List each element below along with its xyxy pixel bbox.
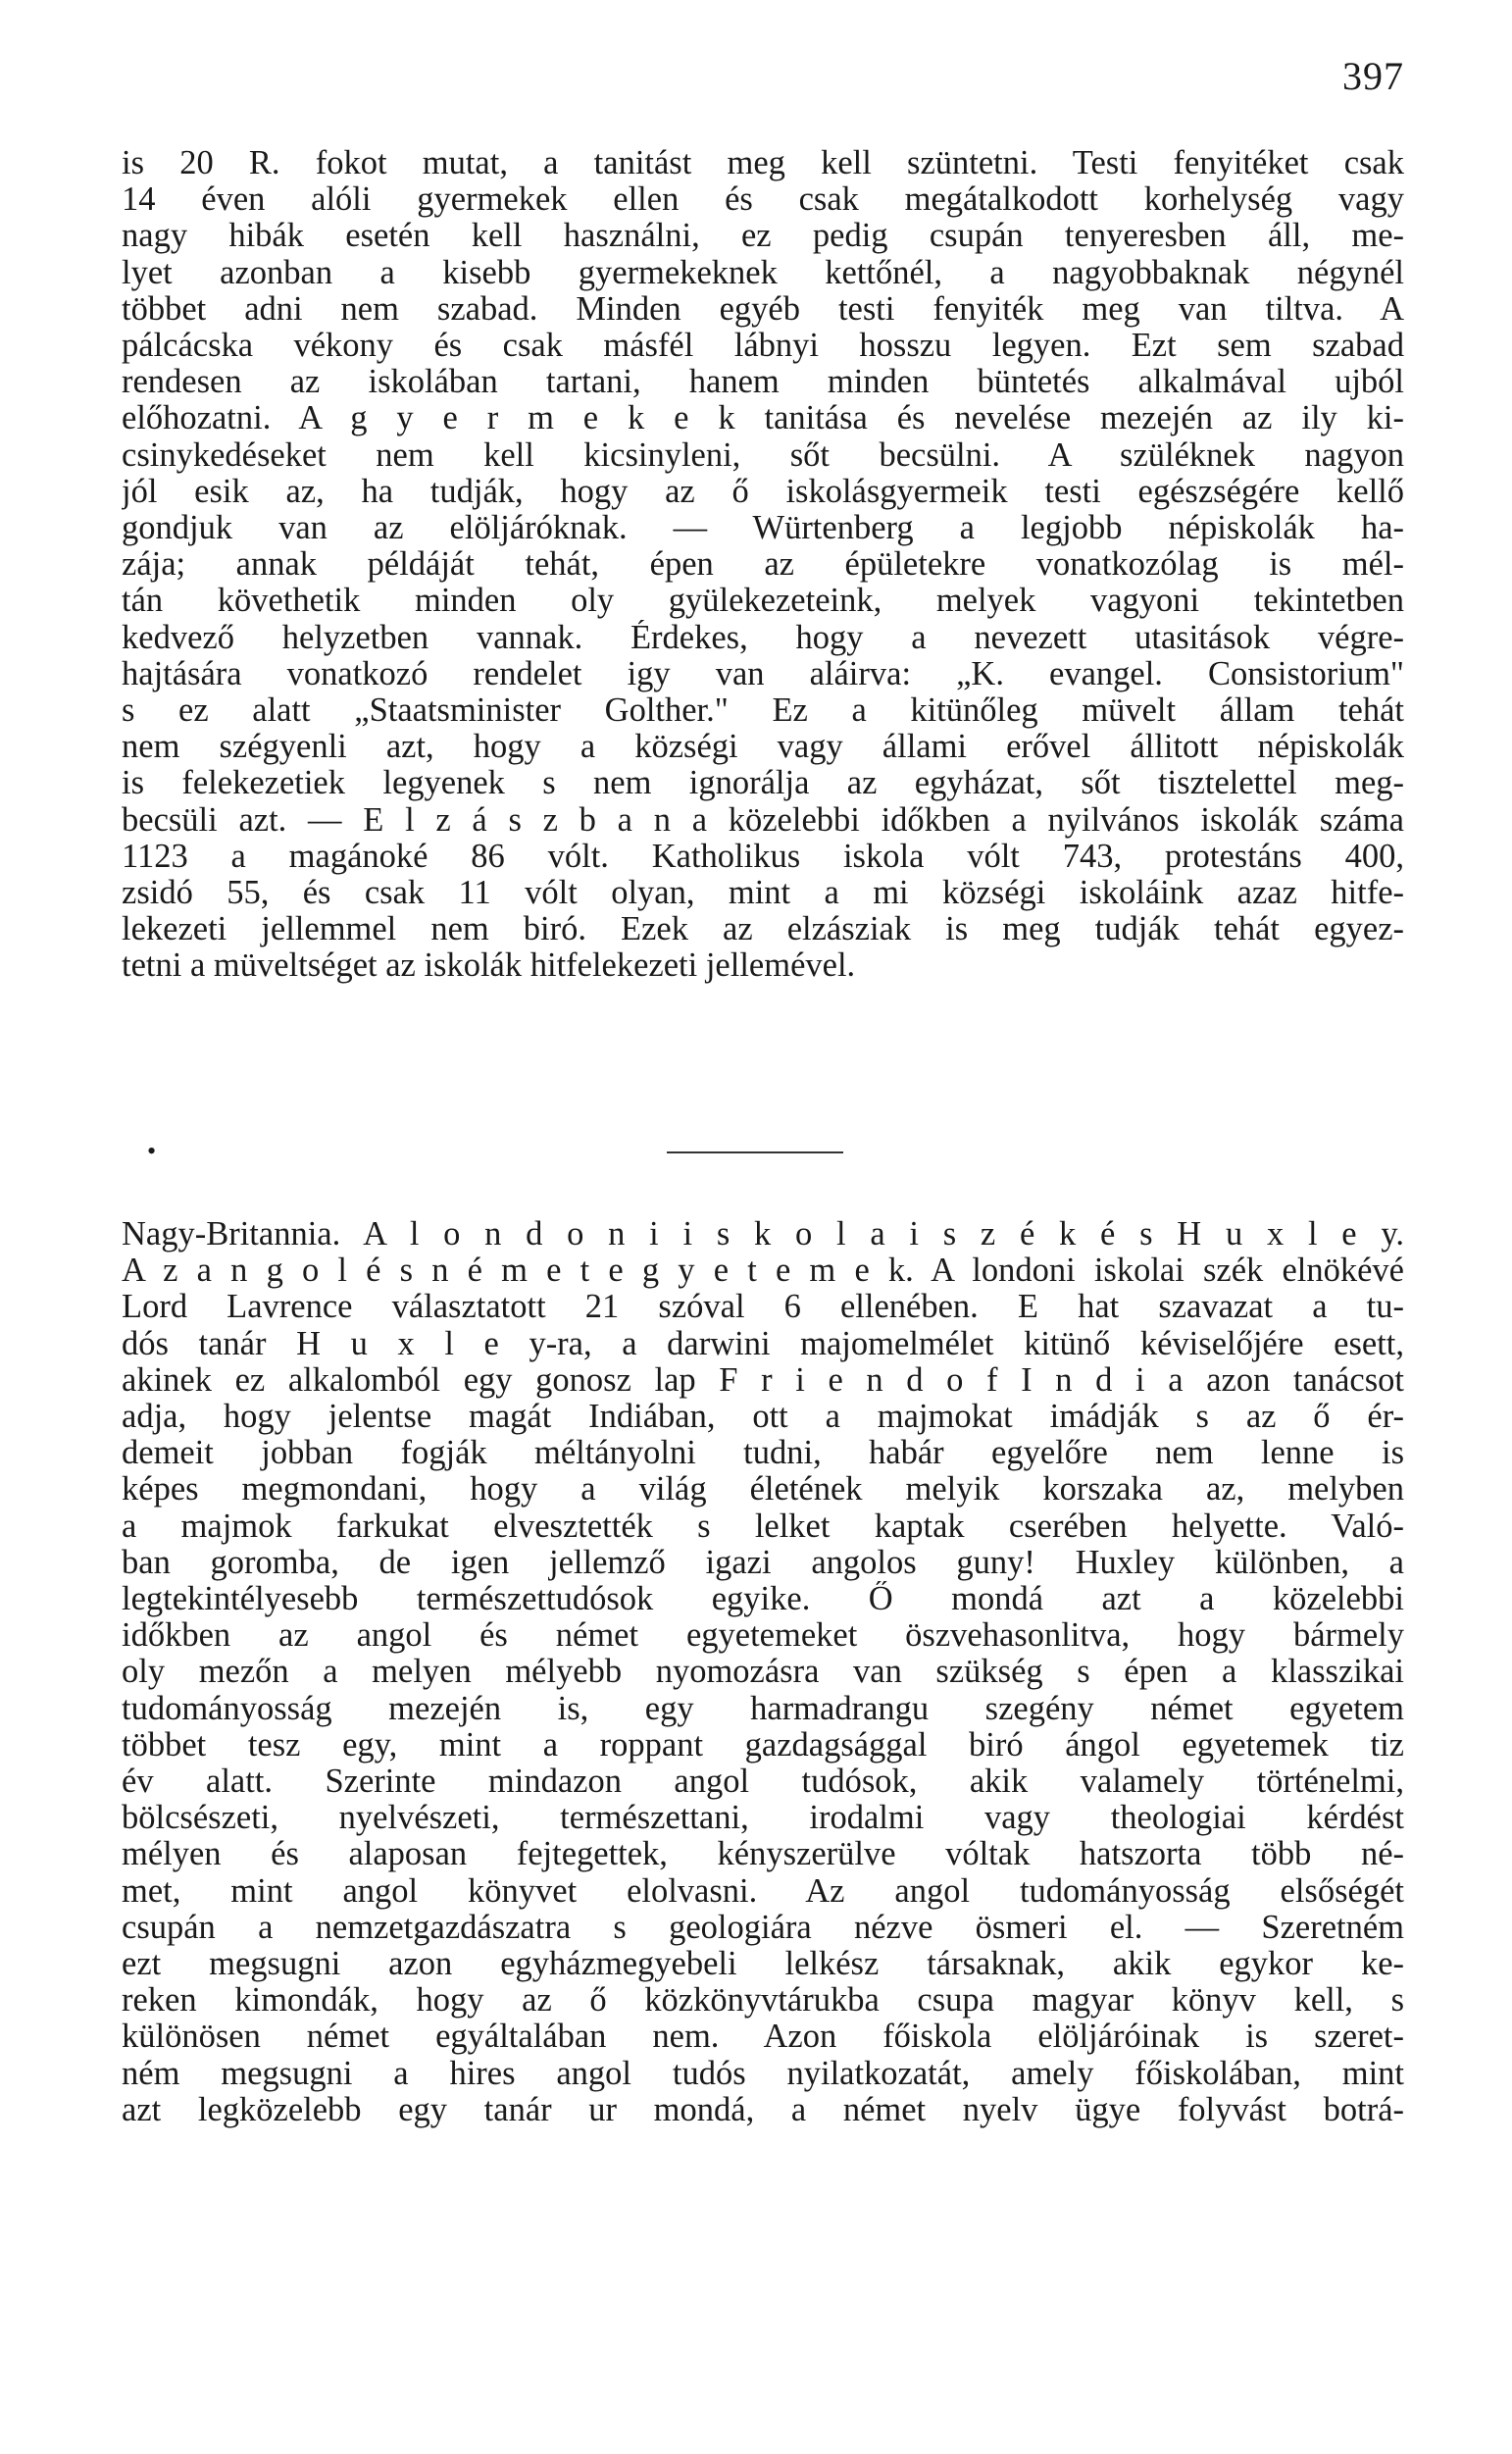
text-line: év alatt. Szerinte mindazon angol tudósok, akik valamely történelmi, bbox=[122, 1764, 1404, 1801]
text-line: csupán a nemzetgazdászatra s geologiára nézve ösmeri el. — Szeretném bbox=[122, 1909, 1404, 1946]
text-line: becsüli azt. — E l z á s z b a n a közelebbi időkben a nyilvános iskolák száma bbox=[122, 801, 1404, 839]
text-line: tudományosság mezején is, egy harmadrangu szegény német egyetem bbox=[122, 1690, 1404, 1727]
text-line: azt legközelebb egy tanár ur mondá, a német nyelv ügye folyvást botrá- bbox=[122, 2091, 1404, 2128]
text-line: előhozatni. A g y e r m e k e k tanitása és nevelése mezején az ily ki- bbox=[122, 400, 1404, 437]
text-line: pálcácska vékony és csak másfél lábnyi hosszu legyen. Ezt sem szabad bbox=[122, 328, 1404, 365]
text-line: lyet azonban a kisebb gyermekeknek kettőnél, a nagyobbaknak négynél bbox=[122, 254, 1404, 291]
section-heading-line: Nagy-Britannia. A l o n d o n i i s k o l a i s z é k é s H u x l e y. bbox=[122, 1216, 1404, 1253]
text-line: tetni a müveltséget az iskolák hitfelekezeti jellemével. bbox=[122, 947, 856, 985]
text-line: gondjuk van az elöljáróknak. — Würtenberg a legjobb népiskolák ha- bbox=[122, 510, 1404, 547]
text-line: a majmok farkukat elvesztették s lelket kaptak cserében helyette. Való- bbox=[122, 1508, 1404, 1545]
text-line: ezt megsugni azon egyházmegyebeli lelkész társaknak, akik egykor ke- bbox=[122, 1946, 1404, 1983]
text-line: met, mint angol könyvet elolvasni. Az angol tudományosság elsőségét bbox=[122, 1872, 1404, 1910]
text-line: zsidó 55, és csak 11 vólt olyan, mint a mi községi iskoláink azaz hitfe- bbox=[122, 875, 1404, 912]
text-line: bölcsészeti, nyelvészeti, természettani, irodalmi vagy theologiai kérdést bbox=[122, 1800, 1404, 1837]
section-separator bbox=[0, 1137, 1512, 1165]
text-line: mélyen és alaposan fejtegettek, kényszerülve vóltak hatszorta több né- bbox=[122, 1836, 1404, 1873]
text-line: 14 éven alóli gyermekek ellen és csak megátalkodott korhelység vagy bbox=[122, 181, 1404, 219]
divider-rule bbox=[667, 1151, 843, 1153]
text-line: demeit jobban fogják méltányolni tudni, habár egyelőre nem lenne is bbox=[122, 1435, 1404, 1472]
text-line: Lord Lavrence választatott 21 szóval 6 ellenében. E hat szavazat a tu- bbox=[122, 1289, 1404, 1326]
text-line: is felekezetiek legyenek s nem ignorálja az egyházat, sőt tisztelettel meg- bbox=[122, 765, 1404, 802]
text-line: többet adni nem szabad. Minden egyéb testi fenyiték meg van tiltva. A bbox=[122, 290, 1404, 328]
text-line: legtekintélyesebb természettudósok egyike. Ő mondá azt a közelebbi bbox=[122, 1581, 1404, 1618]
text-line: hajtására vonatkozó rendelet igy van aláirva: „K. evangel. Consistorium" bbox=[122, 655, 1404, 692]
text-line: akinek ez alkalomból egy gonosz lap F r i e n d o f I n d i a azon tanácsot bbox=[122, 1361, 1404, 1399]
text-line: különösen német egyáltalában nem. Azon főiskola elöljáróinak is szeret- bbox=[122, 2019, 1404, 2056]
text-line: ban goromba, de igen jellemző igazi angolos guny! Huxley különben, a bbox=[122, 1544, 1404, 1581]
page-number: 397 bbox=[1342, 54, 1404, 98]
text-line: s ez alatt „Staatsminister Golther." Ez a kitünőleg müvelt állam tehát bbox=[122, 692, 1404, 730]
text-line: csinykedéseket nem kell kicsinyleni, sőt becsülni. A szüléknek nagyon bbox=[122, 436, 1404, 474]
text-line: időkben az angol és német egyetemeket öszvehasonlitva, hogy bármely bbox=[122, 1617, 1404, 1655]
text-line: zája; annak példáját tehát, épen az épületekre vonatkozólag is mél- bbox=[122, 546, 1404, 584]
text-line: többet tesz egy, mint a roppant gazdagsággal biró ángol egyetemek tiz bbox=[122, 1726, 1404, 1764]
text-line: oly mezőn a melyen mélyebb nyomozásra van szükség s épen a klasszikai bbox=[122, 1654, 1404, 1691]
text-line: is 20 R. fokot mutat, a tanitást meg kell szüntetni. Testi fenyitéket csak bbox=[122, 145, 1404, 181]
text-line: ném megsugni a hires angol tudós nyilatkozatát, amely főiskolában, mint bbox=[122, 2055, 1404, 2092]
text-line: reken kimondák, hogy az ő közkönyvtárukba csupa magyar könyv kell, s bbox=[122, 1982, 1404, 2019]
text-line: adja, hogy jelentse magát Indiában, ott a majmokat imádják s az ő ér- bbox=[122, 1399, 1404, 1436]
text-line: kedvező helyzetben vannak. Érdekes, hogy a nevezett utasitások végre- bbox=[122, 619, 1404, 656]
paragraph-school-regulations bbox=[122, 145, 1404, 985]
text-line: nagy hibák esetén kell használni, ez pedig csupán tenyeresben áll, me- bbox=[122, 218, 1404, 255]
text-line: képes megmondani, hogy a világ életének melyik korszaka az, melyben bbox=[122, 1471, 1404, 1508]
bullet-mark: • bbox=[147, 1137, 157, 1165]
paragraph-great-britain bbox=[122, 1216, 1404, 2128]
text-line: dós tanár H u x l e y-ra, a darwini majomelmélet kitünő kéviselőjére esett, bbox=[122, 1325, 1404, 1362]
text-line: rendesen az iskolában tartani, hanem minden büntetés alkalmával ujból bbox=[122, 364, 1404, 401]
text-line: jól esik az, ha tudják, hogy az ő iskolásgyermeik testi egészségére kellő bbox=[122, 473, 1404, 510]
text-line: nem szégyenli azt, hogy a községi vagy állami erővel állitott népiskolák bbox=[122, 729, 1404, 766]
text-line: tán követhetik minden oly gyülekezeteink, melyek vagyoni tekintetben bbox=[122, 583, 1404, 620]
text-line: lekezeti jellemmel nem biró. Ezek az elzásziak is meg tudják tehát egyez- bbox=[122, 911, 1404, 948]
text-line: A z a n g o l é s n é m e t e g y e t e m e k. A londoni iskolai szék elnökévé bbox=[122, 1253, 1404, 1290]
text-line: 1123 a magánoké 86 vólt. Katholikus iskola vólt 743, protestáns 400, bbox=[122, 838, 1404, 875]
